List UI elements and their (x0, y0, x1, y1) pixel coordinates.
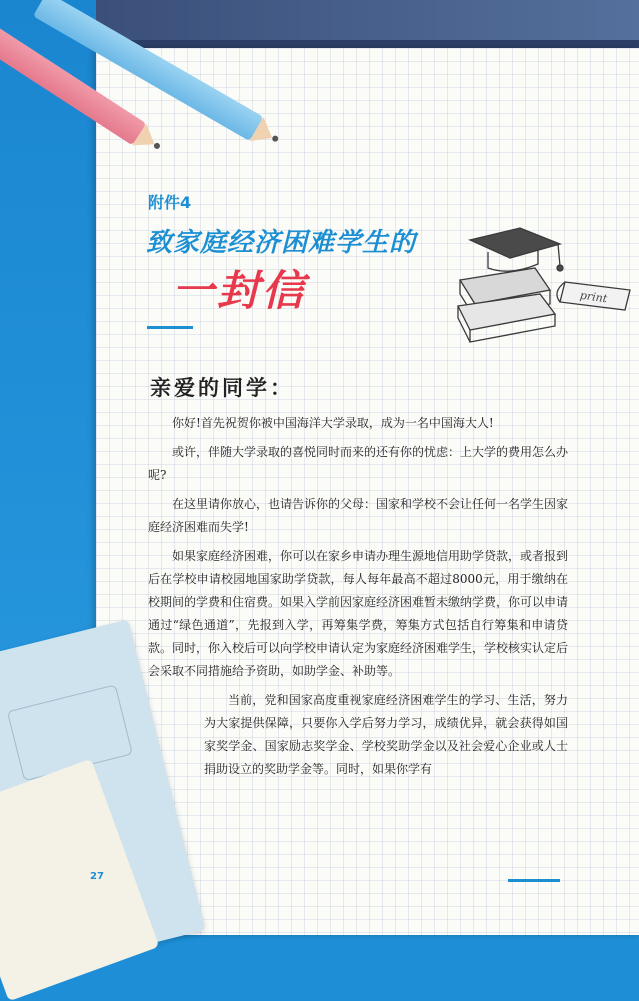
letter-paragraph: 当前，党和国家高度重视家庭经济困难学生的学习、生活，努力为大家提供保障，只要你入学后努力学习，成绩优异，就会获得如国家奖学金、国家励志奖学金、学校奖助学金以及社会爱心企业或人士捐助设立的奖助学金等。同时，如果你学有 (204, 693, 568, 776)
page-title-line1: 致家庭经济困难学生的 (146, 228, 417, 258)
letter-body (148, 412, 568, 787)
page-title-line2: 一封信 (172, 266, 308, 315)
footer-rule (508, 879, 560, 882)
title-underline (147, 326, 193, 329)
page-number: 27 (90, 871, 104, 882)
scroll-label: print (579, 288, 608, 306)
graduation-cap-books-icon (440, 210, 635, 350)
letter-paragraph: 在这里请你放心，也请告诉你的父母：国家和学校不会让任何一名学生因家庭经济困难而失学! (148, 497, 569, 534)
salutation: 亲爱的同学： (150, 375, 294, 400)
annex-label: 附件4 (148, 193, 192, 212)
letter-paragraph: 你好!首先祝贺你被中国海洋大学录取，成为一名中国海大人! (172, 416, 494, 430)
top-strip-highlight (96, 0, 639, 40)
letter-paragraph: 如果家庭经济困难，你可以在家乡申请办理生源地信用助学贷款，或者报到后在学校申请校园地国家助学贷款，每人每年最高不超过8000元，用于缴纳在校期间的学费和住宿费。如果入学前因家庭经济困难暂未缴纳学费，你可以申请通过“绿色通道”，先报到入学，再筹集学费，筹集方式包括自行筹集和申请贷款。同时，你入校后可以向学校申请认定为家庭经济困难学生，学校核实认定后会采取不同措施给予资助，如助学金、补助等。 (148, 549, 569, 678)
letter-paragraph: 或许，伴随大学录取的喜悦同时而来的还有你的忧虑：上大学的费用怎么办呢? (148, 445, 569, 482)
